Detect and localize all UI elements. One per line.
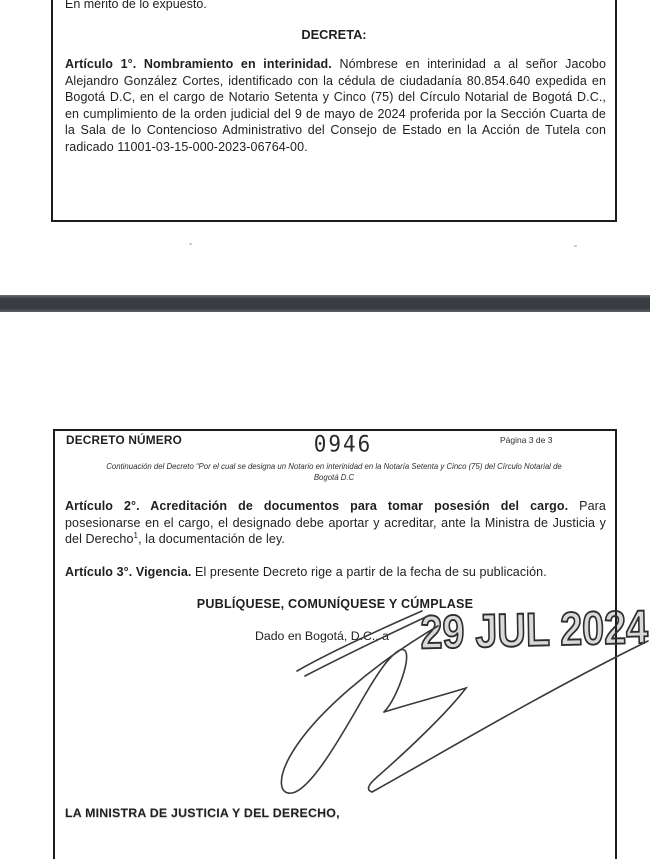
decreto-number-label: DECRETO NÚMERO <box>66 433 182 447</box>
decreta-heading: DECRETA: <box>301 27 367 42</box>
date-stamp: 29 JUL 2024 <box>420 600 649 659</box>
intro-line: En mérito de lo expuesto. <box>65 0 207 11</box>
scan-speck <box>574 245 577 247</box>
footnote-marker: 1 <box>133 531 139 541</box>
article2-lead: Artículo 2°. Acreditación de documentos para tomar posesión del cargo. <box>65 499 569 513</box>
article3-body: El presente Decreto rige a partir de la fecha de su publicación. <box>191 565 547 579</box>
continuation-line2: Bogotá D.C <box>313 472 355 482</box>
decreto-number-value: 0946 <box>313 431 373 457</box>
scan-divider-band <box>0 295 650 312</box>
article1-lead: Artículo 1°. Nombramiento en interinidad. <box>65 57 332 71</box>
continuation-line1: Continuación del Decreto “Por el cual se designa un Notario en interinidad en la Notaría Setenta y Cinco (75) del Círculo Notarial de <box>106 462 562 471</box>
minister-line: LA MINISTRA DE JUSTICIA Y DEL DERECHO, <box>65 806 340 820</box>
article3-paragraph <box>65 564 606 581</box>
scan-speck <box>189 243 192 245</box>
page-indicator: Página 3 de 3 <box>500 435 553 445</box>
article3-lead: Artículo 3°. Vigencia. <box>65 565 192 579</box>
continuation-note <box>60 462 608 483</box>
article2-body-end: , la documentación de ley. <box>138 532 285 547</box>
publish-communicate-line: PUBLÍQUESE, COMUNÍQUESE Y CÚMPLASE <box>196 597 474 611</box>
article1-body: Nómbrese en interinidad a al señor Jacobo Alejandro González Cortes, identificado con la cédula de ciudadanía 80.854.640 expedida en Bogotá D.C, en el cargo de Notario Setenta y Cinco (75) del Círculo Notarial de Bogotá D.C., en cumplimiento de la orden judicial del 9 de mayo de 2024 proferida por la Sección Cuarta de la Sala de lo Contencioso Administrativo del Consejo de Estado en la Acción de Tutela con radicado 11001-03-15-000-2023-06764-00. <box>65 57 607 154</box>
dado-en-bogota-line: Dado en Bogotá, D.C., a <box>255 629 389 643</box>
article2-paragraph <box>65 498 606 548</box>
article1-paragraph <box>65 56 606 156</box>
article2-body-start: Para posesionarse en el cargo, el designado debe aportar y acreditar, ante la Ministra de Justicia y del Derecho <box>65 499 606 547</box>
